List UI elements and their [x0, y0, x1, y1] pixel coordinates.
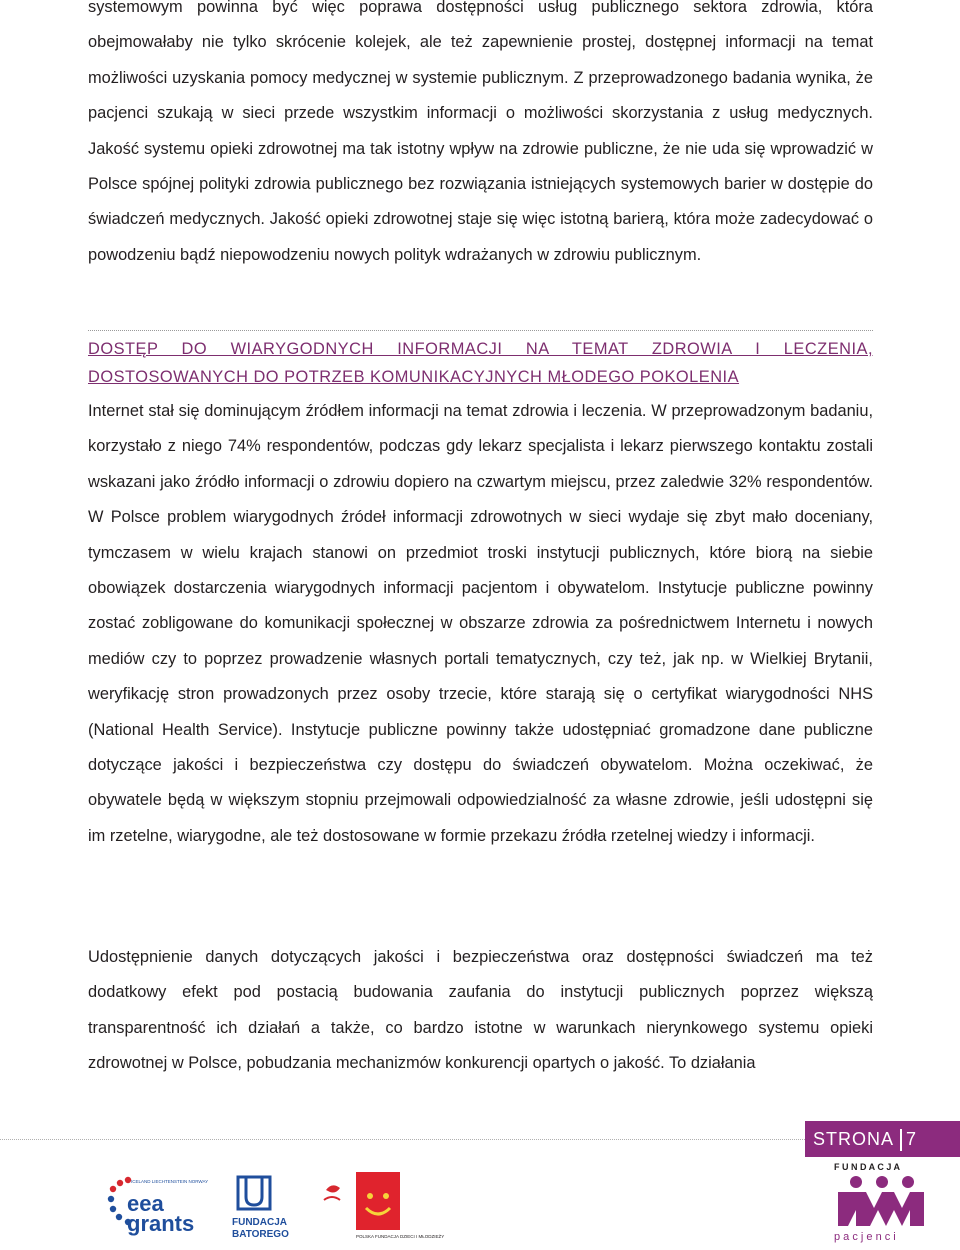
eea-text: eea [127, 1191, 164, 1216]
eea-grants-icon [105, 1175, 209, 1236]
my-pacjenci-icon [830, 1158, 930, 1243]
page-label: STRONA [813, 1129, 895, 1149]
intro-paragraph: systemowym powinna być więc poprawa dostępności usług publicznego sektora zdrowia, która obejmowałaby nie tylko skrócenie kolejek, ale też zapewnienie prostej, dostępnej informacji na temat możliwości uzyskania pomocy medycznej w systemie publicznym. Z przeprowadzonego badania wynika, że pacjenci szukają w sieci przede wszystkim informacji o możliwości skorzystania z usług medycznych. Jakość systemu opieki zdrowotnej ma tak istotny wpływ na zdrowie publiczne, że nie uda się wprowadzić w Polsce spójnej polityki zdrowia publicznego bez rozwiązania istniejących systemowych barier w dostępie do świadczeń medycznych. Jakość opieki zdrowotnej staje się więc istotną barierą, która może zadecydować o powodzeniu bądź niepowodzeniu nowych polityk wdrażanych w zdrowiu publicznym. [88, 0, 873, 264]
mm-bottom-text: p a c j e n c i [834, 1231, 896, 1243]
page-number-badge [805, 1121, 960, 1157]
my-pacjenci-foundation-logo [830, 1158, 930, 1243]
polish-youth-foundation-logo [318, 1170, 445, 1245]
footer-divider [0, 1139, 805, 1141]
section-divider [88, 330, 873, 331]
grants-text: grants [127, 1211, 195, 1236]
body-paragraph: Internet stał się dominującym źródłem informacji na temat zdrowia i leczenia. W przeprowadzonym badaniu, korzystało z niego 74% respondentów, podczas gdy lekarz specjalista i lekarz pierwszego kontaktu zostali wskazani jako źródło informacji o zdrowiu dopiero na czwartym miejscu, przez zaledwie 32% respondentów. W Polsce problem wiarygodnych źródeł informacji zdrowotnych w sieci wydaje się zbyt mało doceniany, tymczasem w wielu krajach stanowi on przedmiot troski instytucji publicznych, które biorą na siebie obowiązek dostarczenia wiarygodnych informacji pacjentom i obywatelom. Instytucje publiczne powinny zostać zobligowane do komunikacji społecznej w obszarze zdrowia za pośrednictwem Internetu i nowych mediów czy to poprzez prowadzenie własnych portali tematycznych, czy też, jak np. w Wielkiej Brytanii, weryfikację stron prowadzonych przez osoby trzecie, które starają się o certyfikat wiarygodności NHS (National Health Service). Instytucje publiczne powinny także udostępniać gromadzone dane publiczne dotyczące jakości i bezpieczeństwa czy dostępu do świadczeń obywatelom. Można oczekiwać, że obywatele będą w większym stopniu przejmowali odpowiedzialność za własne zdrowie, jeśli udostępni się im rzetelne, wiarygodne, ale też dostosowane w formie przekazu źródła rzetelnej wiedzy i informacji. [88, 402, 873, 845]
polska-caption: POLSKA FUNDACJA DZIECI I MŁODZIEŻY [356, 1234, 445, 1239]
eea-countries-text: ICELAND LIECHTENSTEIN NORWAY [131, 1179, 209, 1184]
smiley-flag-icon [318, 1170, 445, 1245]
page-separator [900, 1129, 902, 1151]
batory-icon [232, 1175, 292, 1240]
batory-foundation-logo [232, 1175, 292, 1240]
section-heading: DOSTĘP DO WIARYGODNYCH INFORMACJI NA TEMAT ZDROWIA I LECZENIA, DOSTOSOWANYCH DO POTRZEB KOMUNIKACYJNYCH MŁODEGO POKOLENIA [88, 340, 873, 386]
batory-line2: BATOREGO [232, 1229, 289, 1240]
closing-paragraph: Udostępnienie danych dotyczących jakości i bezpieczeństwa oraz dostępności świadczeń ma też dodatkowy efekt pod postacią budowania zaufania do instytucji publicznych poprzez większą transparentność ich działań a także, co bardzo istotne w warunkach nierynkowego systemu opieki zdrowotnej w Polsce, pobudzania mechanizmów konkurencji opartych o jakość. To działania [88, 948, 873, 1073]
batory-line1: FUNDACJA [232, 1217, 287, 1228]
mm-top-text: F U N D A C J A [834, 1162, 901, 1172]
page-number: 7 [906, 1129, 918, 1149]
eea-grants-logo [105, 1175, 209, 1236]
